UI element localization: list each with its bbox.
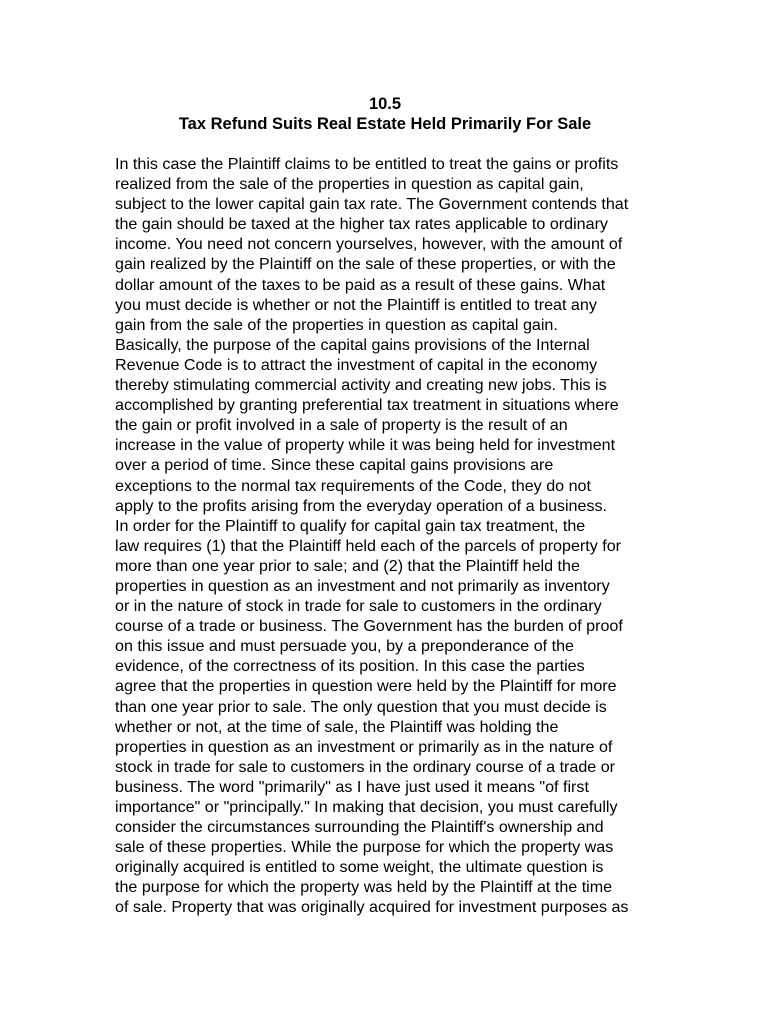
text-line: dollar amount of the taxes to be paid as a result of these gains. What xyxy=(115,275,606,294)
text-line: increase in the value of property while it was being held for investment xyxy=(115,436,616,455)
text-line: over a period of time. Since these capital gains provisions are xyxy=(115,456,554,475)
text-line: whether or not, at the time of sale, the Plaintiff was holding the xyxy=(115,717,559,736)
text-line: or in the nature of stock in trade for sale to customers in the ordinary xyxy=(115,597,602,616)
text-line: the purpose for which the property was held by the Plaintiff at the time xyxy=(115,878,613,897)
text-line: gain realized by the Plaintiff on the sale of these properties, or with the xyxy=(115,255,616,274)
text-line: the gain should be taxed at the higher tax rates applicable to ordinary xyxy=(115,215,608,234)
text-line: Basically, the purpose of the capital gains provisions of the Internal xyxy=(115,335,590,354)
text-line: properties in question as an investment and not primarily as inventory xyxy=(115,576,610,595)
text-line: you must decide is whether or not the Plaintiff is entitled to treat any xyxy=(115,295,597,314)
text-line: consider the circumstances surrounding the Plaintiff's ownership and xyxy=(115,818,604,837)
text-line: realized from the sale of the properties in question as capital gain, xyxy=(115,175,584,194)
text-line: In this case the Plaintiff claims to be entitled to treat the gains or profits xyxy=(115,155,619,173)
text-line: income. You need not concern yourselves, however, with the amount of xyxy=(115,235,623,254)
text-line: originally acquired is entitled to some weight, the ultimate question is xyxy=(115,858,604,877)
text-line: than one year prior to sale. The only question that you must decide is xyxy=(115,697,607,716)
text-line: agree that the properties in question were held by the Plaintiff for more xyxy=(115,677,617,696)
text-line: properties in question as an investment or primarily as in the nature of xyxy=(115,737,613,756)
text-line: gain from the sale of the properties in question as capital gain. xyxy=(115,315,558,334)
text-line: stock in trade for sale to customers in the ordinary course of a trade or xyxy=(115,757,616,776)
document-title: Tax Refund Suits Real Estate Held Primarily For Sale xyxy=(178,115,592,133)
text-line: the gain or profit involved in a sale of property is the result of an xyxy=(115,416,568,435)
text-line: business. The word "primarily" as I have just used it means "of first xyxy=(115,777,589,796)
text-line: Revenue Code is to attract the investment of capital in the economy xyxy=(115,355,598,374)
text-line: evidence, of the correctness of its position. In this case the parties xyxy=(115,657,585,676)
section-number: 10.5 xyxy=(368,95,402,113)
text-line: apply to the profits arising from the everyday operation of a business. xyxy=(115,496,608,515)
text-line: subject to the lower capital gain tax rate. The Government contends that xyxy=(115,195,629,214)
text-line: of sale. Property that was originally acquired for investment purposes as xyxy=(115,898,629,917)
text-line: on this issue and must persuade you, by a preponderance of the xyxy=(115,637,574,656)
body-paragraph xyxy=(115,154,675,918)
text-line: sale of these properties. While the purpose for which the property was xyxy=(115,838,614,857)
text-line: law requires (1) that the Plaintiff held each of the parcels of property for xyxy=(115,536,622,555)
text-line: exceptions to the normal tax requirements of the Code, they do not xyxy=(115,476,591,495)
text-line: In order for the Plaintiff to qualify for capital gain tax treatment, the xyxy=(115,516,586,535)
text-line: course of a trade or business. The Government has the burden of proof xyxy=(115,617,623,636)
text-line: thereby stimulating commercial activity and creating new jobs. This is xyxy=(115,376,607,395)
text-line: more than one year prior to sale; and (2) that the Plaintiff held the xyxy=(115,556,580,575)
text-line: accomplished by granting preferential tax treatment in situations where xyxy=(115,396,619,415)
text-line: importance" or "principally." In making that decision, you must carefully xyxy=(115,798,618,816)
